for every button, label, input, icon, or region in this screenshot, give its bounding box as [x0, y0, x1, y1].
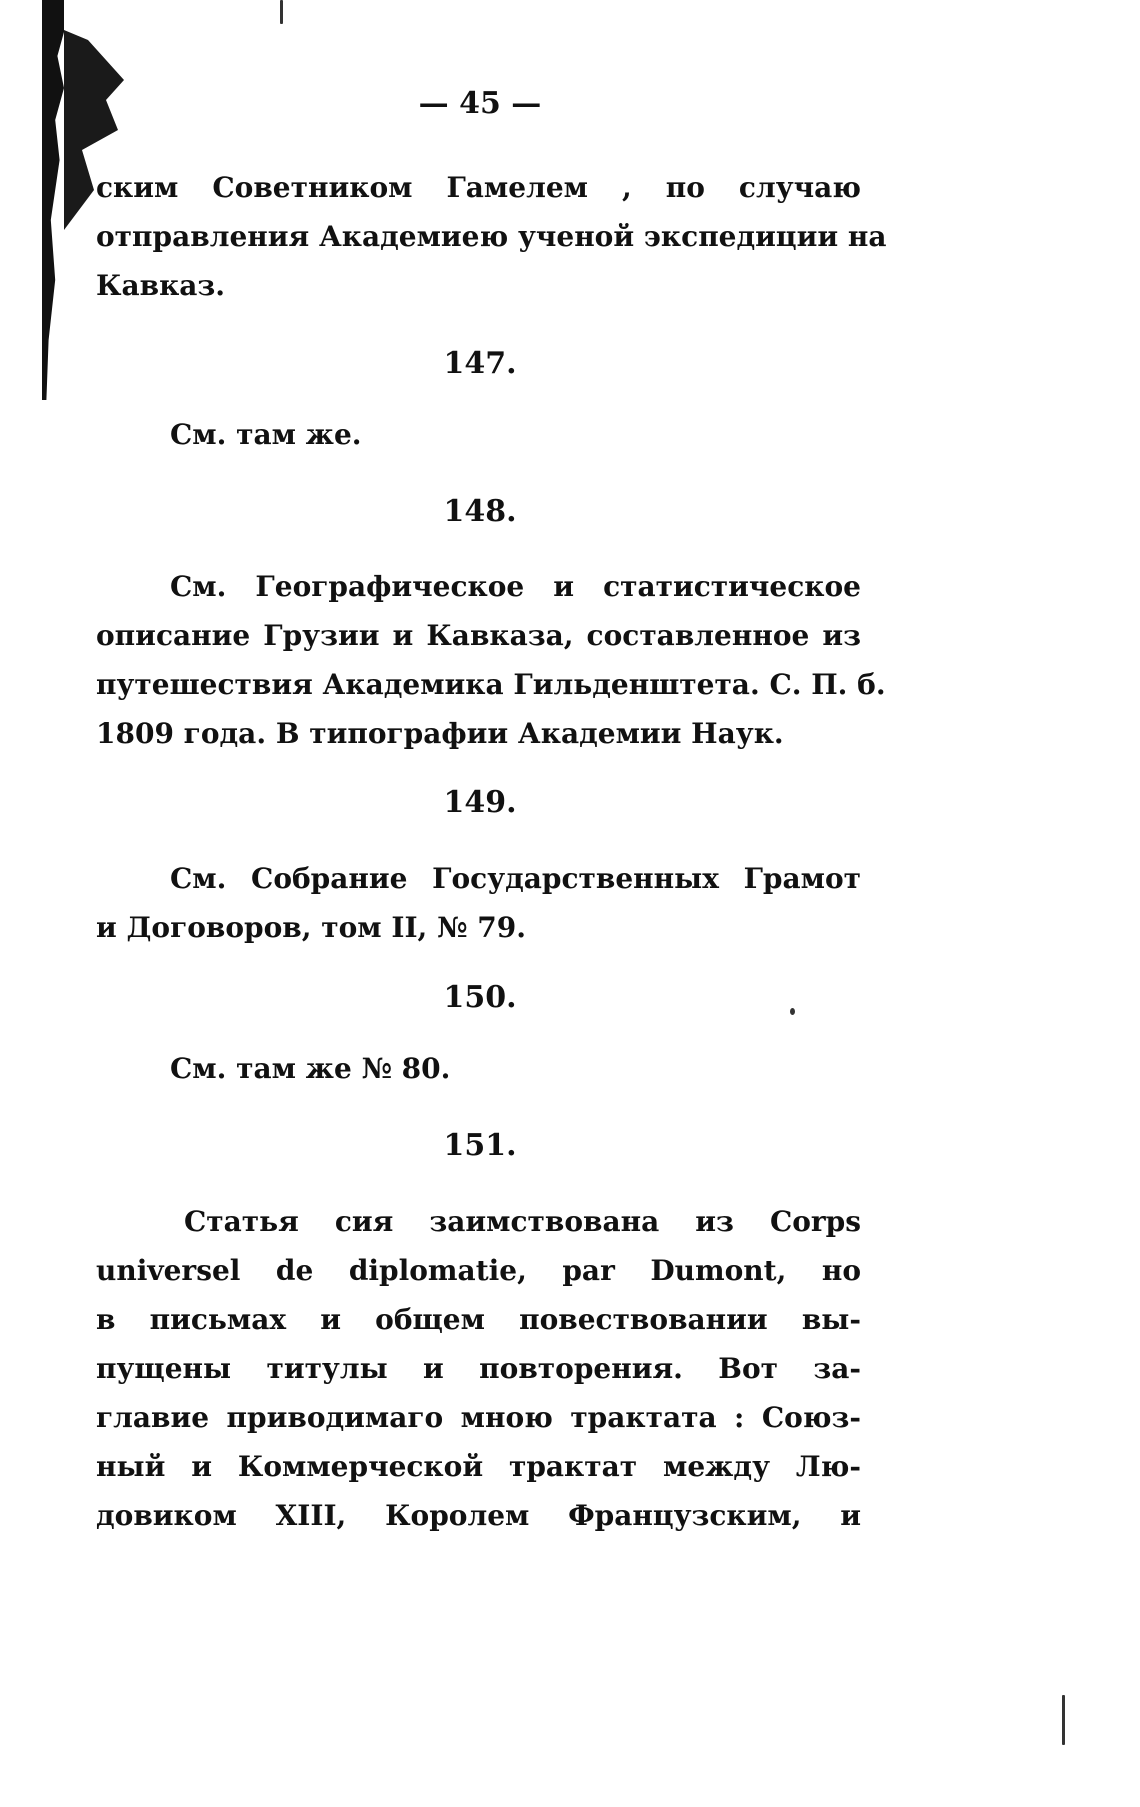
text-line: 1809 года. В типографии Академии Наук. [96, 717, 784, 750]
continuation-paragraph [96, 163, 887, 310]
entry-number-151: 151. [443, 1128, 517, 1163]
entry-paragraph-151 [96, 1197, 861, 1540]
text-line: путешествия Академика Гильденштета. С. П. б. [96, 668, 886, 701]
page-number: — 45 — [418, 86, 542, 121]
entry-number-148: 148. [443, 494, 517, 529]
entry-number-147: 147. [443, 346, 517, 381]
text-line: описание Грузии и Кавказа, составленное из [96, 619, 861, 652]
entry-number-150: 150. [443, 980, 517, 1015]
entry-number-149: 149. [443, 785, 517, 820]
scan-speck [790, 1008, 795, 1015]
text-line: См. Собрание Государственных Грамот [170, 862, 861, 895]
scan-mark [1062, 1695, 1065, 1745]
text-line: Статья сия заимствована из Corps [184, 1205, 861, 1238]
entry-paragraph-148 [96, 562, 886, 758]
text-line: и Договоров, том II, № 79. [96, 911, 526, 944]
text-line: ный и Коммерческой трактат между Лю- [96, 1450, 861, 1483]
text-line: См. Географическое и статистическое [170, 570, 861, 603]
entry-text-150: См. там же № 80. [170, 1052, 451, 1085]
entry-paragraph-149 [96, 854, 861, 952]
text-line: отправления Академиею ученой экспедиции на [96, 220, 887, 253]
entry-text-147: См. там же. [170, 418, 362, 451]
scan-mark [280, 0, 283, 24]
text-line: ским Советником Гамелем , по случаю [96, 171, 861, 204]
text-line: в письмах и общем повествовании вы- [96, 1303, 861, 1336]
text-line: довиком XIII, Королем Французским, и [96, 1499, 861, 1532]
text-line: universel de diplomatie, par Dumont, но [96, 1254, 861, 1287]
text-line: пущены титулы и повторения. Вот за- [96, 1352, 861, 1385]
text-line: главие приводимаго мною трактата : Союз- [96, 1401, 861, 1434]
scan-edge-shadow [42, 0, 64, 400]
text-line: Кавказ. [96, 269, 226, 302]
